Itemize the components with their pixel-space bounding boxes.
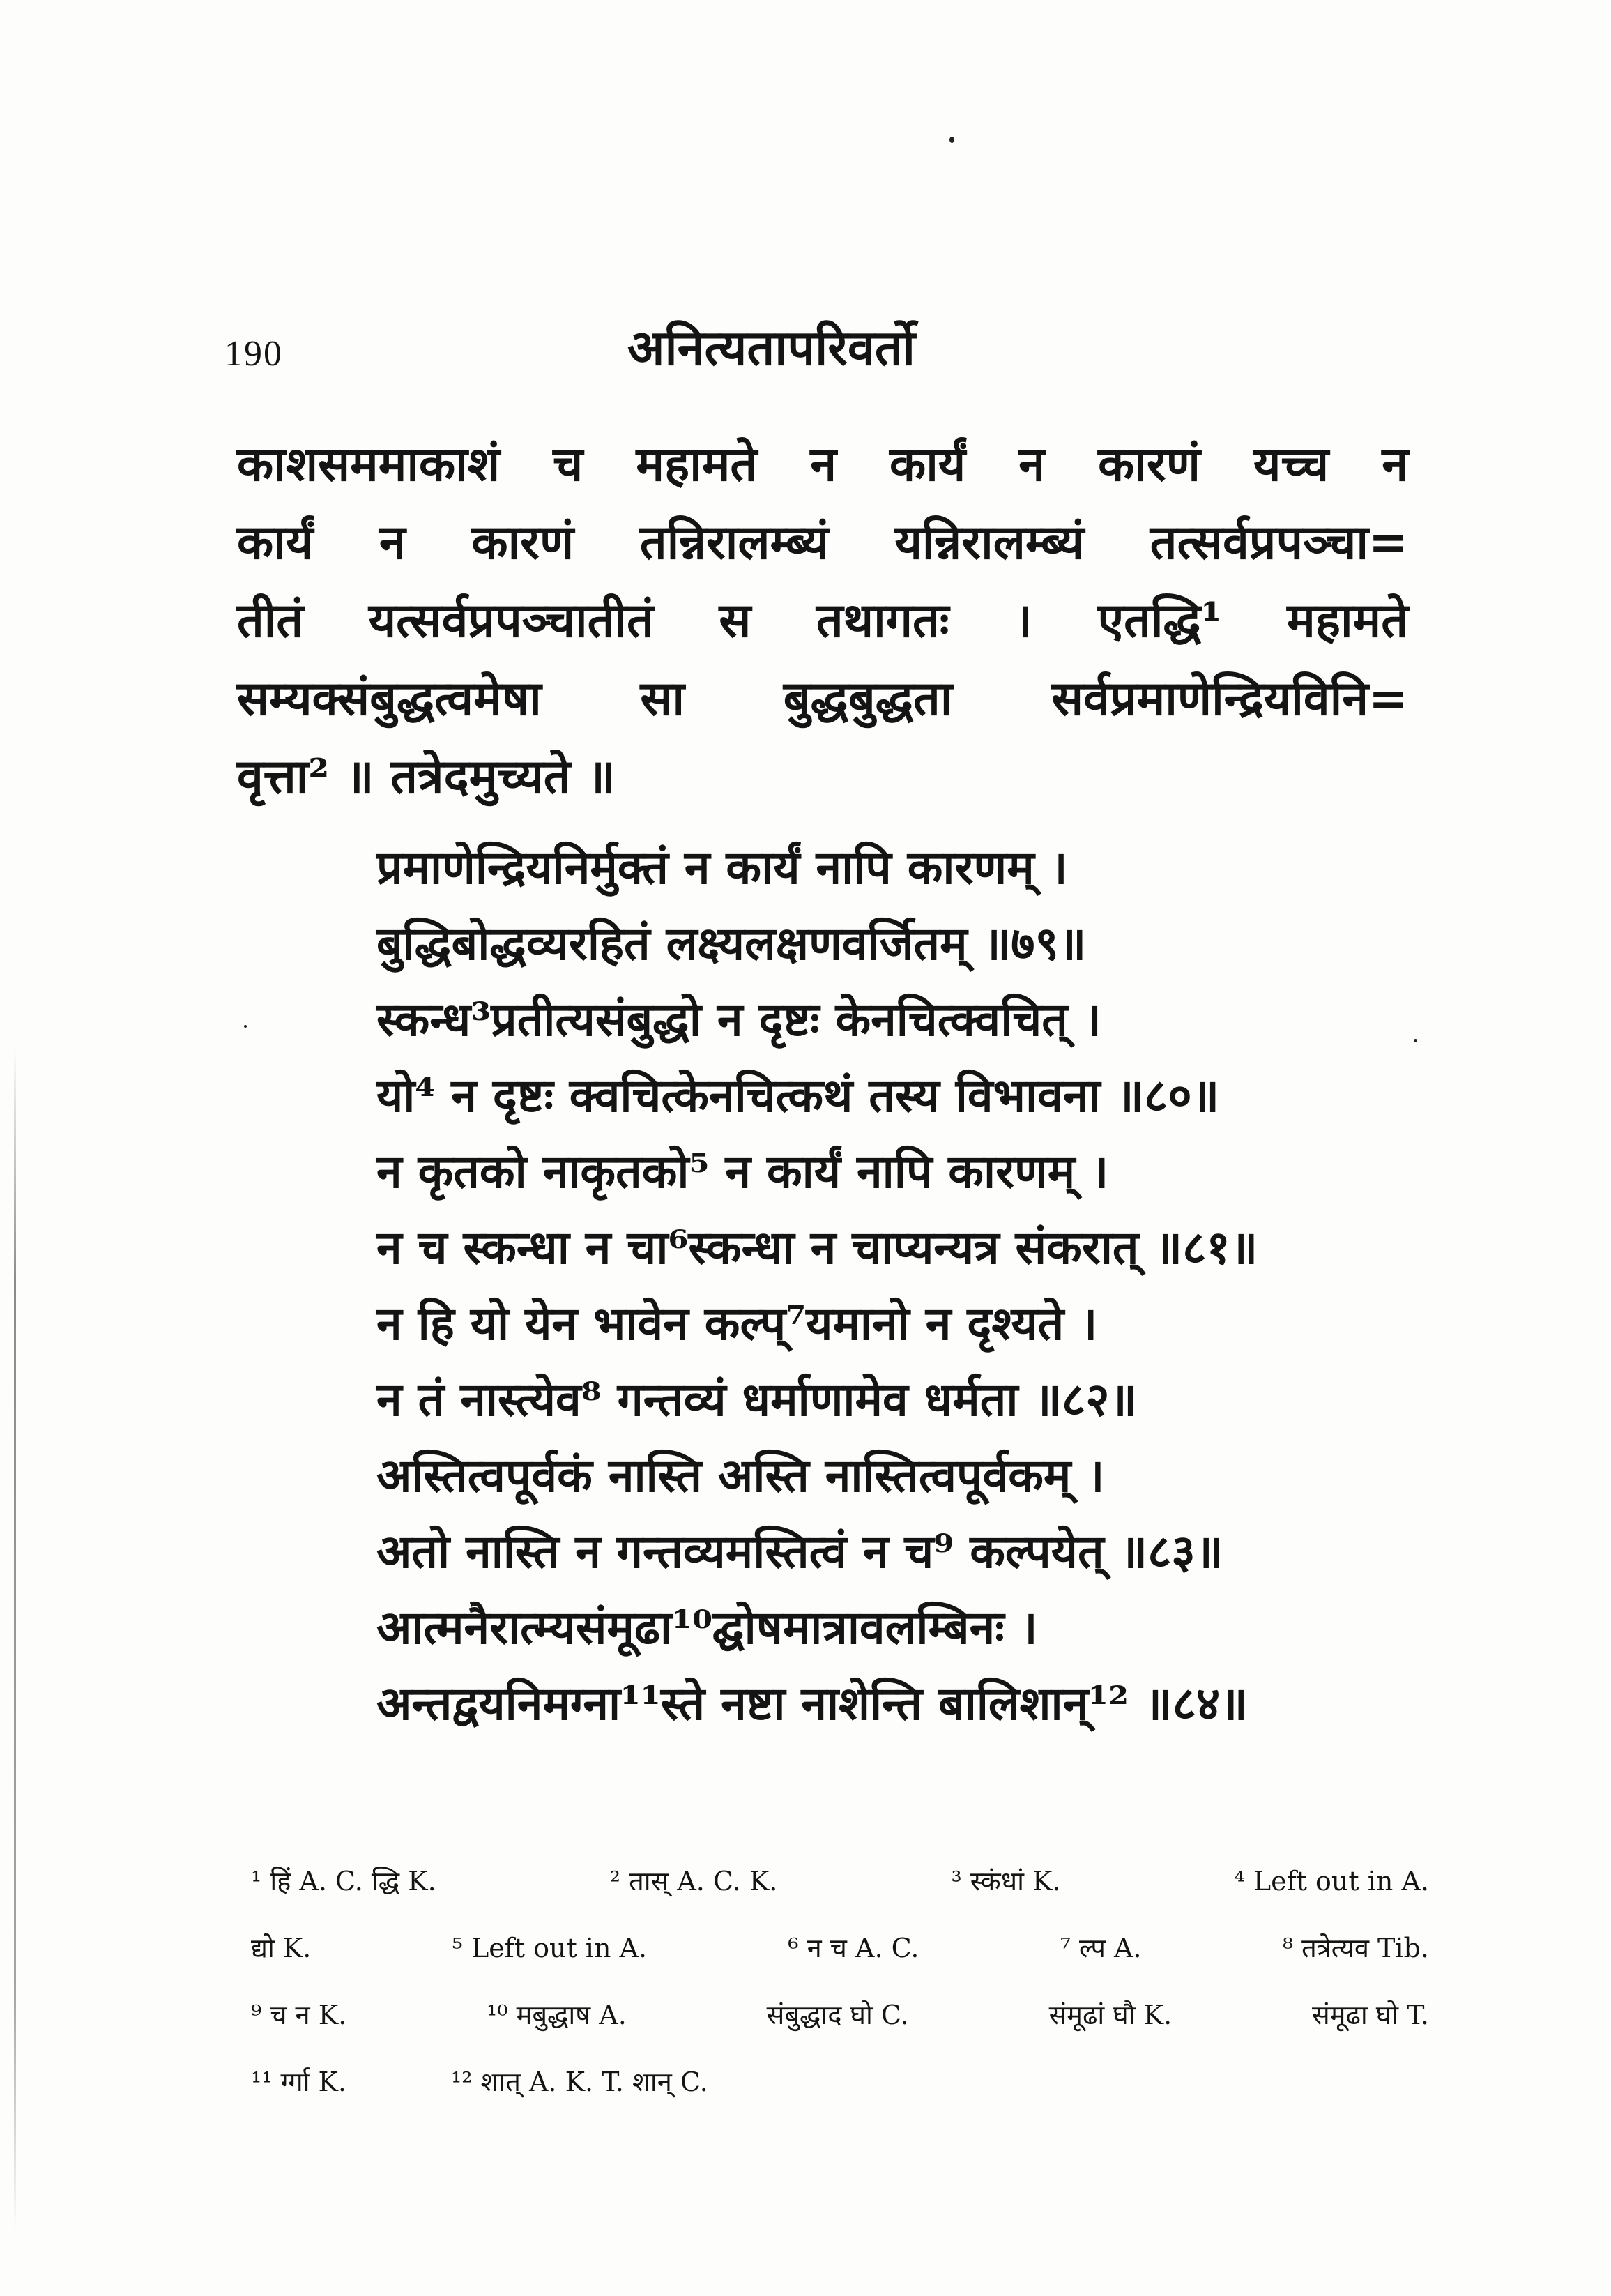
footnote: ⁹ च न K. bbox=[251, 2000, 347, 2030]
verse-line: अन्तद्वयनिमग्ना¹¹स्ते नष्टा नाशेन्ति बालिशान्¹² ॥८४॥ bbox=[376, 1676, 1248, 1731]
prose-line: सम्यक्संबुद्धत्वमेषा सा बुद्धबुद्धता सर्वप्रमाणेन्द्रियविनि= bbox=[237, 671, 1408, 727]
footnote: ⁷ ल्प A. bbox=[1060, 1933, 1142, 1963]
footnote-row bbox=[251, 1915, 1429, 1982]
running-title: अनित्यतापरिवर्तो bbox=[627, 319, 915, 377]
footnote: ¹¹ र्ग्गा K. bbox=[251, 2067, 347, 2097]
footnote: ⁵ Left out in A. bbox=[452, 1933, 648, 1963]
footnotes bbox=[251, 1848, 1429, 2115]
verse-line: न हि यो येन भावेन कल्प्⁷यमानो न दृश्यते । bbox=[376, 1296, 1098, 1351]
verse-line: अस्तित्वपूर्वकं नास्ति अस्ति नास्तित्वपूर्वकम् । bbox=[376, 1448, 1105, 1503]
verse-line: आत्मनैरात्म्यसंमूढा¹⁰द्घोषमात्रावलम्बिनः । bbox=[376, 1600, 1038, 1655]
footnote-row bbox=[251, 2048, 1429, 2115]
footnote: संबुद्धाद घो C. bbox=[766, 2000, 909, 2030]
verse-line: बुद्धिबोद्धव्यरहितं लक्ष्यलक्षणवर्जितम् ॥७९॥ bbox=[376, 916, 1087, 971]
prose-line: काशसममाकाशं च महामते न कार्यं न कारणं यच्च न bbox=[237, 436, 1408, 492]
footnote: द्यो K. bbox=[251, 1933, 312, 1963]
footnote: ⁶ न च A. C. bbox=[788, 1933, 919, 1963]
prose-line: वृत्ता² ॥ तत्रेदमुच्यते ॥ bbox=[237, 749, 616, 805]
footnote: ² तास् A. C. K. bbox=[609, 1866, 778, 1896]
footnote: ¹ हिं A. C. द्धि K. bbox=[251, 1866, 436, 1896]
verse-line: यो⁴ न दृष्टः क्वचित्केनचित्कथं तस्य विभावना ॥८०॥ bbox=[376, 1068, 1220, 1123]
verse-block bbox=[376, 830, 1436, 1742]
footnote: ⁴ Left out in A. bbox=[1234, 1866, 1429, 1896]
prose-line: कार्यं न कारणं तन्निरालम्ब्यं यन्निरालम्ब्यं तत्सर्वप्रपञ्चा= bbox=[237, 515, 1408, 570]
verse-line: न कृतको नाकृतको⁵ न कार्यं नापि कारणम् । bbox=[376, 1144, 1109, 1199]
footnote: संमूढा घो T. bbox=[1312, 2000, 1429, 2030]
footnote: संमूढां घौ K. bbox=[1048, 2000, 1173, 2030]
verse-line: अतो नास्ति न गन्तव्यमस्तित्वं न च⁹ कल्पयेत् ॥८३॥ bbox=[376, 1524, 1223, 1579]
footnote: ¹² शात् A. K. T. शान् C. bbox=[451, 2067, 708, 2097]
verse-line: न तं नास्त्येव⁸ गन्तव्यं धर्माणामेव धर्मता ॥८२॥ bbox=[376, 1372, 1138, 1427]
footnote: ³ स्कंधां K. bbox=[951, 1866, 1061, 1896]
scan-edge-shadow bbox=[14, 1046, 16, 2231]
verse-line: प्रमाणेन्द्रियनिर्मुक्तं न कार्यं नापि कारणम् । bbox=[376, 840, 1068, 895]
prose-paragraph bbox=[237, 425, 1408, 816]
verse-line: स्कन्ध³प्रतीत्यसंबुद्धो न दृष्टः केनचित्क्वचित् । bbox=[376, 992, 1101, 1047]
ink-speck bbox=[244, 1025, 247, 1028]
page-number: 190 bbox=[224, 334, 283, 374]
prose-line: तीतं यत्सर्वप्रपञ्चातीतं स तथागतः । एतद्धि¹ महामते bbox=[237, 593, 1408, 648]
footnote: ⁸ तत्रेत्यव Tib. bbox=[1282, 1933, 1429, 1963]
footnote-row bbox=[251, 1848, 1429, 1915]
ink-speck bbox=[949, 137, 954, 143]
verse-line: न च स्कन्धा न चा⁶स्कन्धा न चाप्यन्यत्र संकरात् ॥८१॥ bbox=[376, 1220, 1258, 1275]
footnote: ¹⁰ मबुद्धाष A. bbox=[487, 2000, 627, 2030]
footnote-row bbox=[251, 1982, 1429, 2048]
